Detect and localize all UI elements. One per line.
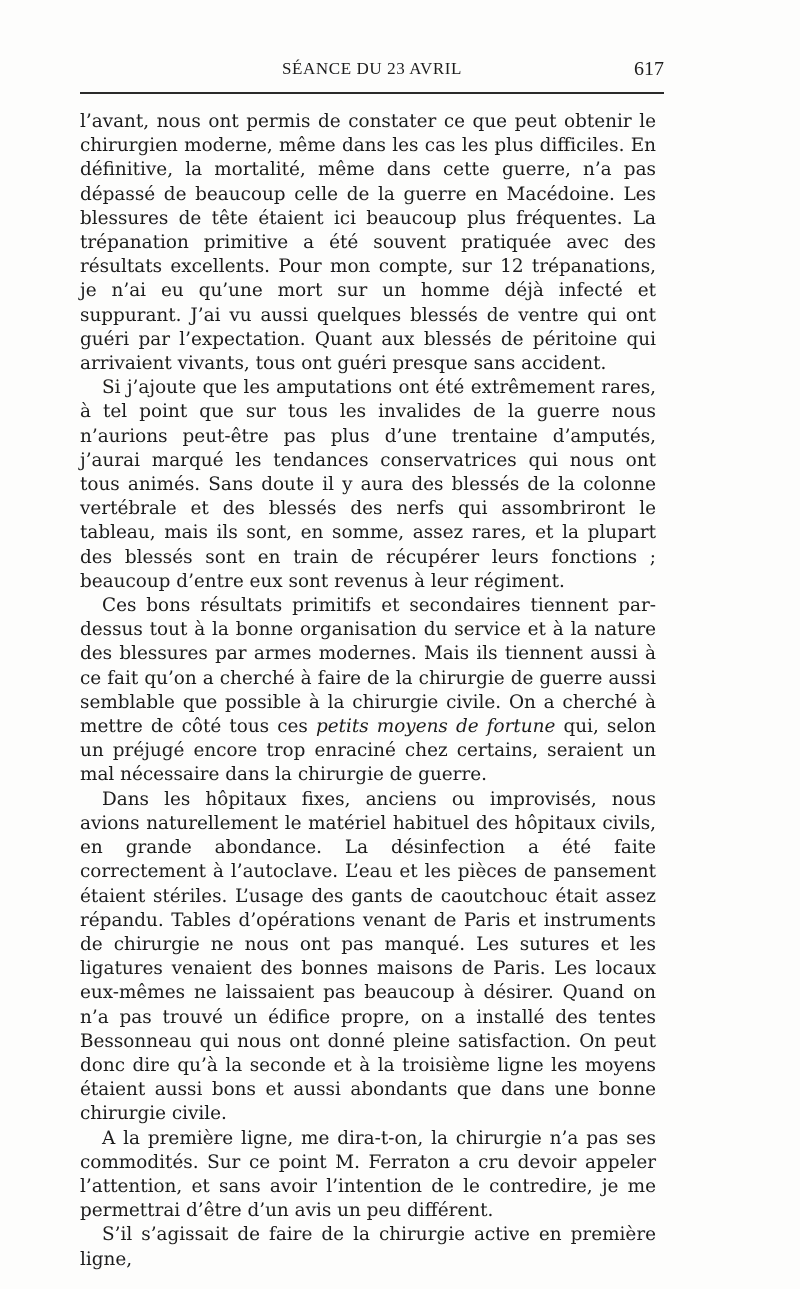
paragraph-3-text-before: Ces bons résultats primitifs et secondaires tiennent par-dessus tout à la bonne organisation du service et à la nature des blessures par armes modernes. Mais ils tiennent aussi à ce fait qu’on a cherché à faire de la chirurgie de guerre aussi semblable que possible à la chirurgie civile. On a cherché à mettre de côté tous ces (80, 595, 656, 738)
running-head-title: SÉANCE DU 23 AVRIL (281, 59, 463, 78)
paragraph-4: Dans les hôpitaux fixes, anciens ou improvisés, nous avions naturellement le matériel habituel des hôpitaux civils, en grande abondance. La désinfection a été faite correctement à l’autoclave. L’eau et les pièces de pansement étaient stériles. L’usage des gants de caoutchouc était assez répandu. Tables d’opérations venant de Paris et instruments de chirurgie ne nous ont pas manqué. Les sutures et les ligatures venaient des bonnes maisons de Paris. Les locaux eux-mêmes ne laissaient pas beaucoup à désirer. Quand on n’a pas trouvé un édifice propre, on a installé des tentes Bessonneau qui nous ont donné pleine satisfaction. On peut donc dire qu’à la seconde et à la troisième ligne les moyens étaient aussi bons et aussi abondants que dans une bonne chirurgie civile. (80, 788, 656, 1125)
header-rule (80, 92, 664, 94)
paragraph-6: S’il s’agissait de faire de la chirurgie active en première ligne, (80, 1224, 656, 1270)
paragraph-3-text-after: qui, selon un préjugé encore trop enraciné chez certains, seraient un mal nécessaire dans la chirurgie de guerre. (80, 716, 656, 786)
paragraph-5: A la première ligne, me dira-t-on, la chirurgie n’a pas ses commodités. Sur ce point M. Ferraton a cru devoir appeler l’attention, et sans avoir l’intention de le contredire, je me permettrai d’être d’un avis un peu différent. (80, 1127, 656, 1222)
paragraph-1: l’avant, nous ont permis de constater ce que peut obtenir le chirurgien moderne, même dans les cas les plus difficiles. En définitive, la mortalité, même dans cette guerre, n’a pas dépassé de beaucoup celle de la guerre en Macédoine. Les blessures de tête étaient ici beaucoup plus fréquentes. La trépanation primitive a été souvent pratiquée avec des résultats excellents. Pour mon compte, sur 12 trépanations, je n’ai eu qu’une mort sur un homme déjà infecté et suppurant. J’ai vu aussi quelques blessés de ventre qui ont guéri par l’expectation. Quant aux blessés de péritoine qui arrivaient vivants, tous ont guéri presque sans accident. (80, 111, 656, 375)
page-number: 617 (634, 58, 664, 80)
body-text (80, 110, 656, 1272)
running-head (80, 57, 664, 81)
paragraph-2: Si j’ajoute que les amputations ont été extrêmement rares, à tel point que sur tous les invalides de la guerre nous n’aurions peut-être pas plus d’une trentaine d’amputés, j’aurai marqué les tendances conservatrices qui nous ont tous animés. Sans doute il y aura des blessés de la colonne vertébrale et des blessés des nerfs qui assombriront le tableau, mais ils sont, en somme, assez rares, et la plupart des blessés sont en train de récupérer leurs fonctions ; beaucoup d’entre eux sont revenus à leur régiment. (80, 377, 656, 592)
paragraph-3-italic-phrase: petits moyens de fortune (315, 716, 556, 738)
paragraph-3 (80, 594, 656, 788)
